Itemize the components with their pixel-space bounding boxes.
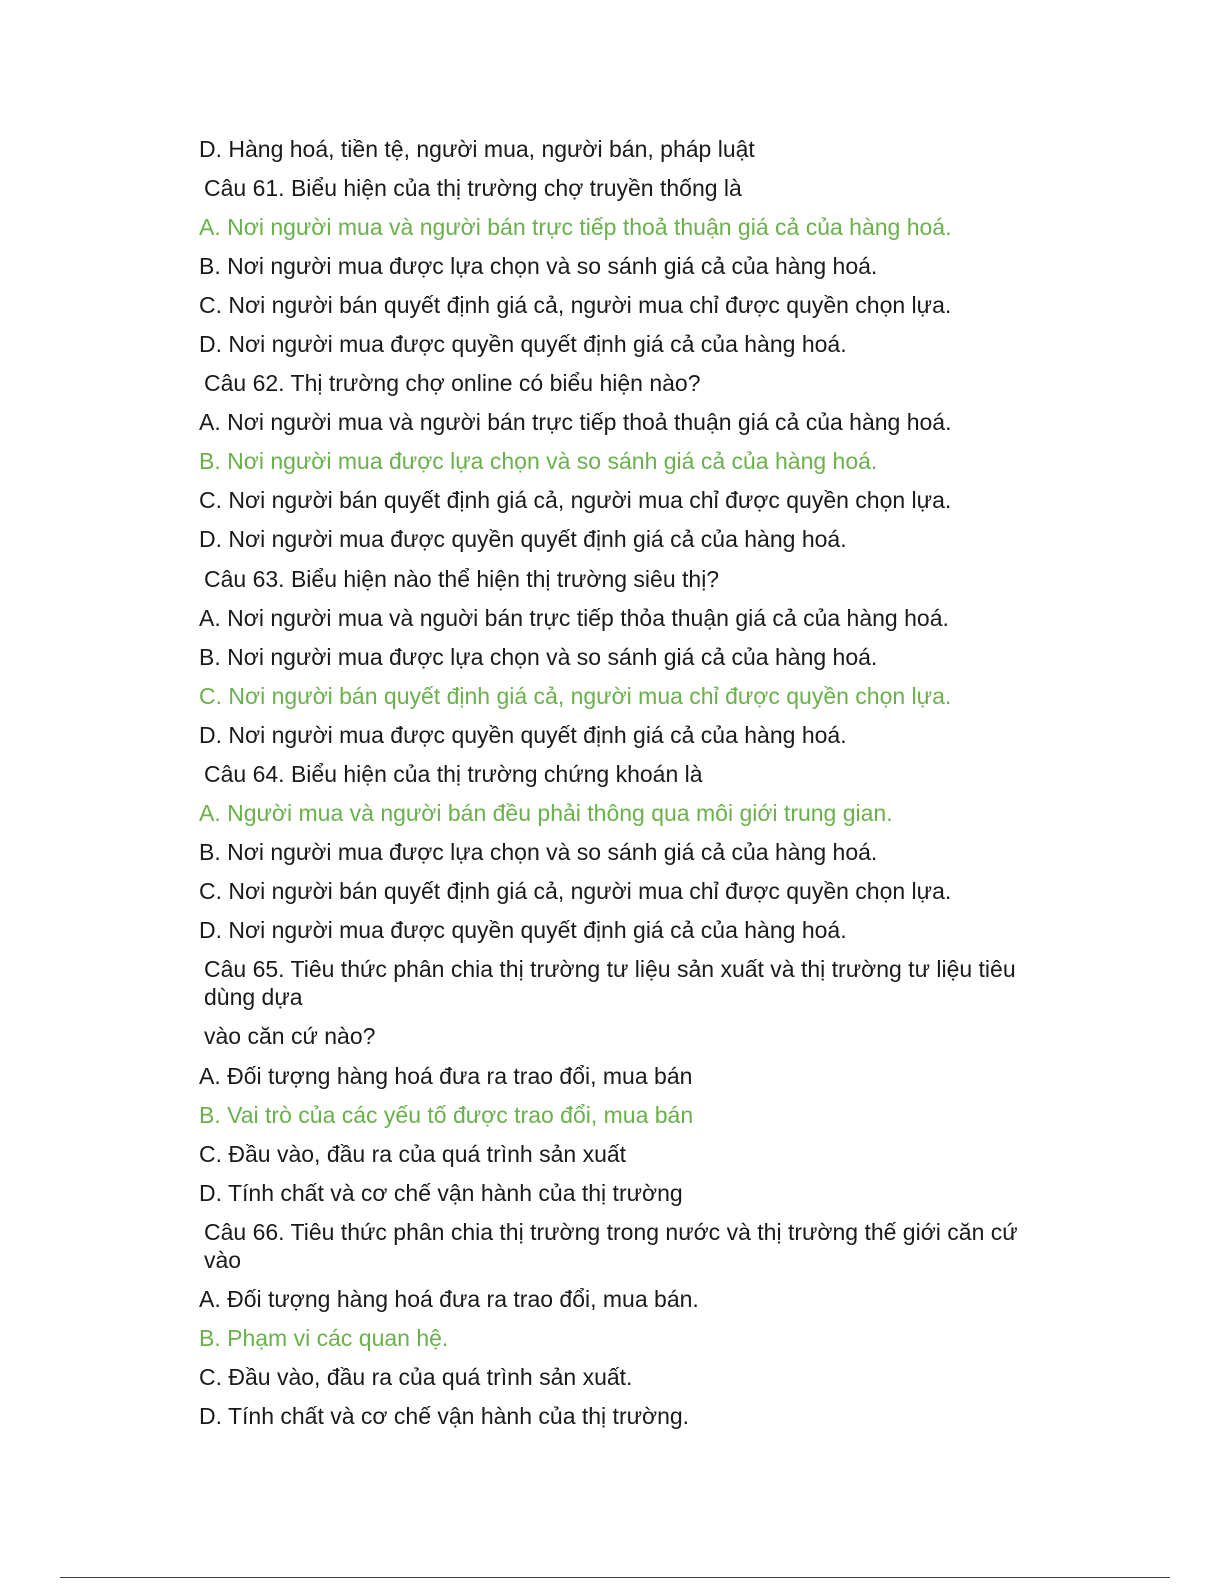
option-line: A. Nơi người mua và nguời bán trực tiếp thỏa thuận giá cả của hàng hoá. (199, 605, 949, 631)
option-line: D. Nơi người mua được quyền quyết định giá cả của hàng hoá. (199, 917, 847, 943)
answer-line-highlighted: B. Phạm vi các quan hệ. (199, 1325, 449, 1351)
option-line: C. Nơi người bán quyết định giá cả, người mua chỉ được quyền chọn lựa. (199, 292, 952, 318)
option-line: B. Nơi người mua được lựa chọn và so sánh giá cả của hàng hoá. (199, 253, 878, 279)
option-line: A. Đối tượng hàng hoá đưa ra trao đổi, mua bán (199, 1063, 693, 1089)
option-line: D. Nơi người mua được quyền quyết định giá cả của hàng hoá. (199, 331, 847, 357)
question-line: Câu 62. Thị trường chợ online có biểu hiện nào? (204, 370, 701, 396)
option-line: D. Tính chất và cơ chế vận hành của thị trường. (199, 1403, 690, 1429)
option-line: A. Nơi người mua và người bán trực tiếp thoả thuận giá cả của hàng hoá. (199, 409, 952, 435)
question-line: Câu 64. Biểu hiện của thị trường chứng khoán là (204, 761, 703, 787)
answer-line-highlighted: A. Nơi người mua và người bán trực tiếp thoả thuận giá cả của hàng hoá. (199, 214, 952, 240)
option-line: C. Nơi người bán quyết định giá cả, người mua chỉ được quyền chọn lựa. (199, 487, 952, 513)
question-line: Câu 66. Tiêu thức phân chia thị trường trong nước và thị trường thế giới căn cứ vào (204, 1219, 1018, 1273)
option-line: C. Đầu vào, đầu ra của quá trình sản xuất. (199, 1364, 633, 1390)
question-line: vào căn cứ nào? (204, 1023, 376, 1049)
page-bottom-divider (60, 1577, 1170, 1578)
question-line: Câu 61. Biểu hiện của thị trường chợ truyền thống là (204, 175, 742, 201)
option-line: C. Nơi người bán quyết định giá cả, người mua chỉ được quyền chọn lựa. (199, 878, 952, 904)
option-line: D. Nơi người mua được quyền quyết định giá cả của hàng hoá. (199, 526, 847, 552)
option-line: D. Nơi người mua được quyền quyết định giá cả của hàng hoá. (199, 722, 847, 748)
answer-line-highlighted: C. Nơi người bán quyết định giá cả, người mua chỉ được quyền chọn lựa. (199, 683, 952, 709)
question-line: Câu 63. Biểu hiện nào thể hiện thị trường siêu thị? (204, 566, 720, 592)
option-line: D. Hàng hoá, tiền tệ, người mua, người bán, pháp luật (199, 136, 755, 162)
option-line: A. Đối tượng hàng hoá đưa ra trao đổi, mua bán. (199, 1286, 699, 1312)
option-line: B. Nơi người mua được lựa chọn và so sánh giá cả của hàng hoá. (199, 644, 878, 670)
option-line: D. Tính chất và cơ chế vận hành của thị trường (199, 1180, 683, 1206)
option-line: C. Đầu vào, đầu ra của quá trình sản xuất (199, 1141, 627, 1167)
answer-line-highlighted: A. Người mua và người bán đều phải thông qua môi giới trung gian. (199, 800, 893, 826)
option-line: B. Nơi người mua được lựa chọn và so sánh giá cả của hàng hoá. (199, 839, 878, 865)
answer-line-highlighted: B. Nơi người mua được lựa chọn và so sánh giá cả của hàng hoá. (199, 448, 878, 474)
question-line: Câu 65. Tiêu thức phân chia thị trường tư liệu sản xuất và thị trường tư liệu tiêu dùng dựa (204, 956, 1016, 1010)
answer-line-highlighted: B. Vai trò của các yếu tố được trao đổi, mua bán (199, 1102, 694, 1128)
